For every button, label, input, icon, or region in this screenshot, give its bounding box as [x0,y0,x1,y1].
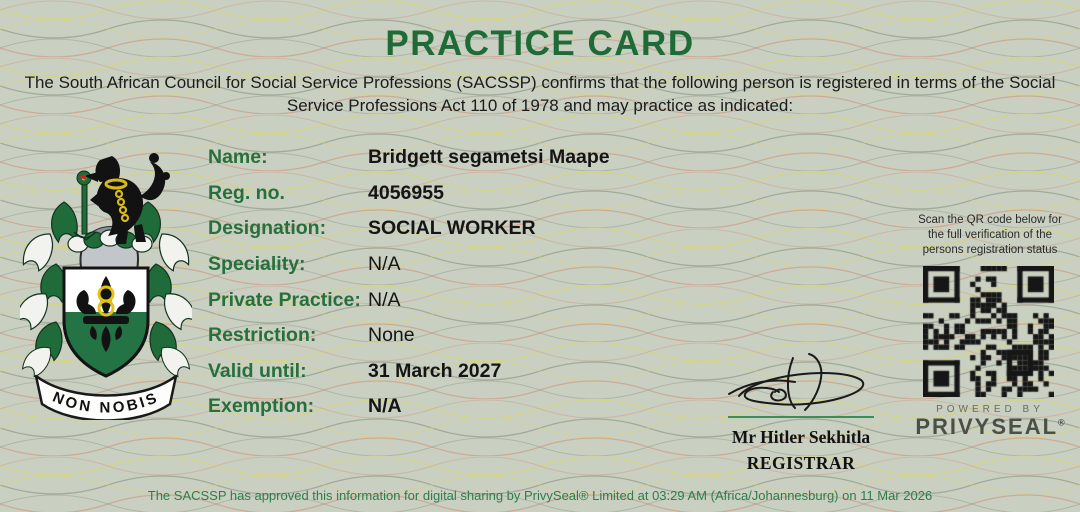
signature-scribble [721,352,881,416]
field-row-designation [208,211,610,247]
field-value: SOCIAL WORKER [368,217,536,240]
field-row-exemption [208,389,610,425]
field-value: Bridgett segametsi Maape [368,146,610,169]
registrar-title: REGISTRAR [746,453,856,473]
approval-footer: The SACSSP has approved this information for digital sharing by PrivySeal® Limited at 03:29 AM (Africa/Johannesburg) on 11 Mar 2026 [147,488,933,503]
confirmation-statement-line1: The South African Council for Social Service Professions (SACSSP) confirms that the following person is registered in terms of the Social [24,73,1056,92]
field-label: Speciality: [208,253,306,276]
field-label: Name: [208,146,268,169]
field-label: Designation: [208,217,327,240]
field-value: 31 March 2027 [368,359,502,382]
registrar-signature-block [705,352,897,474]
registered-trademark-symbol: ® [1058,417,1065,428]
registration-fields [208,140,610,425]
registrar-name: Mr Hitler Sekhitla [731,427,871,447]
privyseal-wordmark: PRIVYSEAL [915,414,1059,439]
field-label: Exemption: [208,395,315,418]
field-value: N/A [368,253,401,276]
field-value: N/A [368,288,401,311]
motto-text: NON NOBIS [50,388,162,417]
confirmation-statement [0,72,1080,118]
field-value: None [368,324,415,347]
sacssp-coat-of-arms [20,142,192,420]
field-value: 4056955 [368,181,444,204]
page-title: PRACTICE CARD [385,24,695,63]
field-row-private-practice [208,282,610,318]
powered-by-label: POWERED BY [936,404,1044,415]
field-row-restriction [208,318,610,354]
motto-ribbon [36,376,176,420]
field-row-reg-no [208,176,610,212]
field-label: Private Practice: [208,288,361,311]
field-row-valid-until [208,354,610,390]
field-label: Valid until: [208,359,307,382]
field-label: Restriction: [208,324,317,347]
privyseal-logo [898,414,1080,440]
field-label: Reg. no. [208,181,285,204]
field-value: N/A [368,395,402,418]
shield [60,268,152,382]
confirmation-statement-line2: Service Professions Act 110 of 1978 and may practice as indicated: [286,95,794,115]
field-row-speciality [208,247,610,283]
coat-of-arms-graphic [20,142,192,420]
field-row-name [208,140,610,176]
qr-code [923,266,1054,397]
qr-instruction: Scan the QR code below for the full verification of the persons registration status [918,214,1062,256]
signature-underline [728,416,874,418]
